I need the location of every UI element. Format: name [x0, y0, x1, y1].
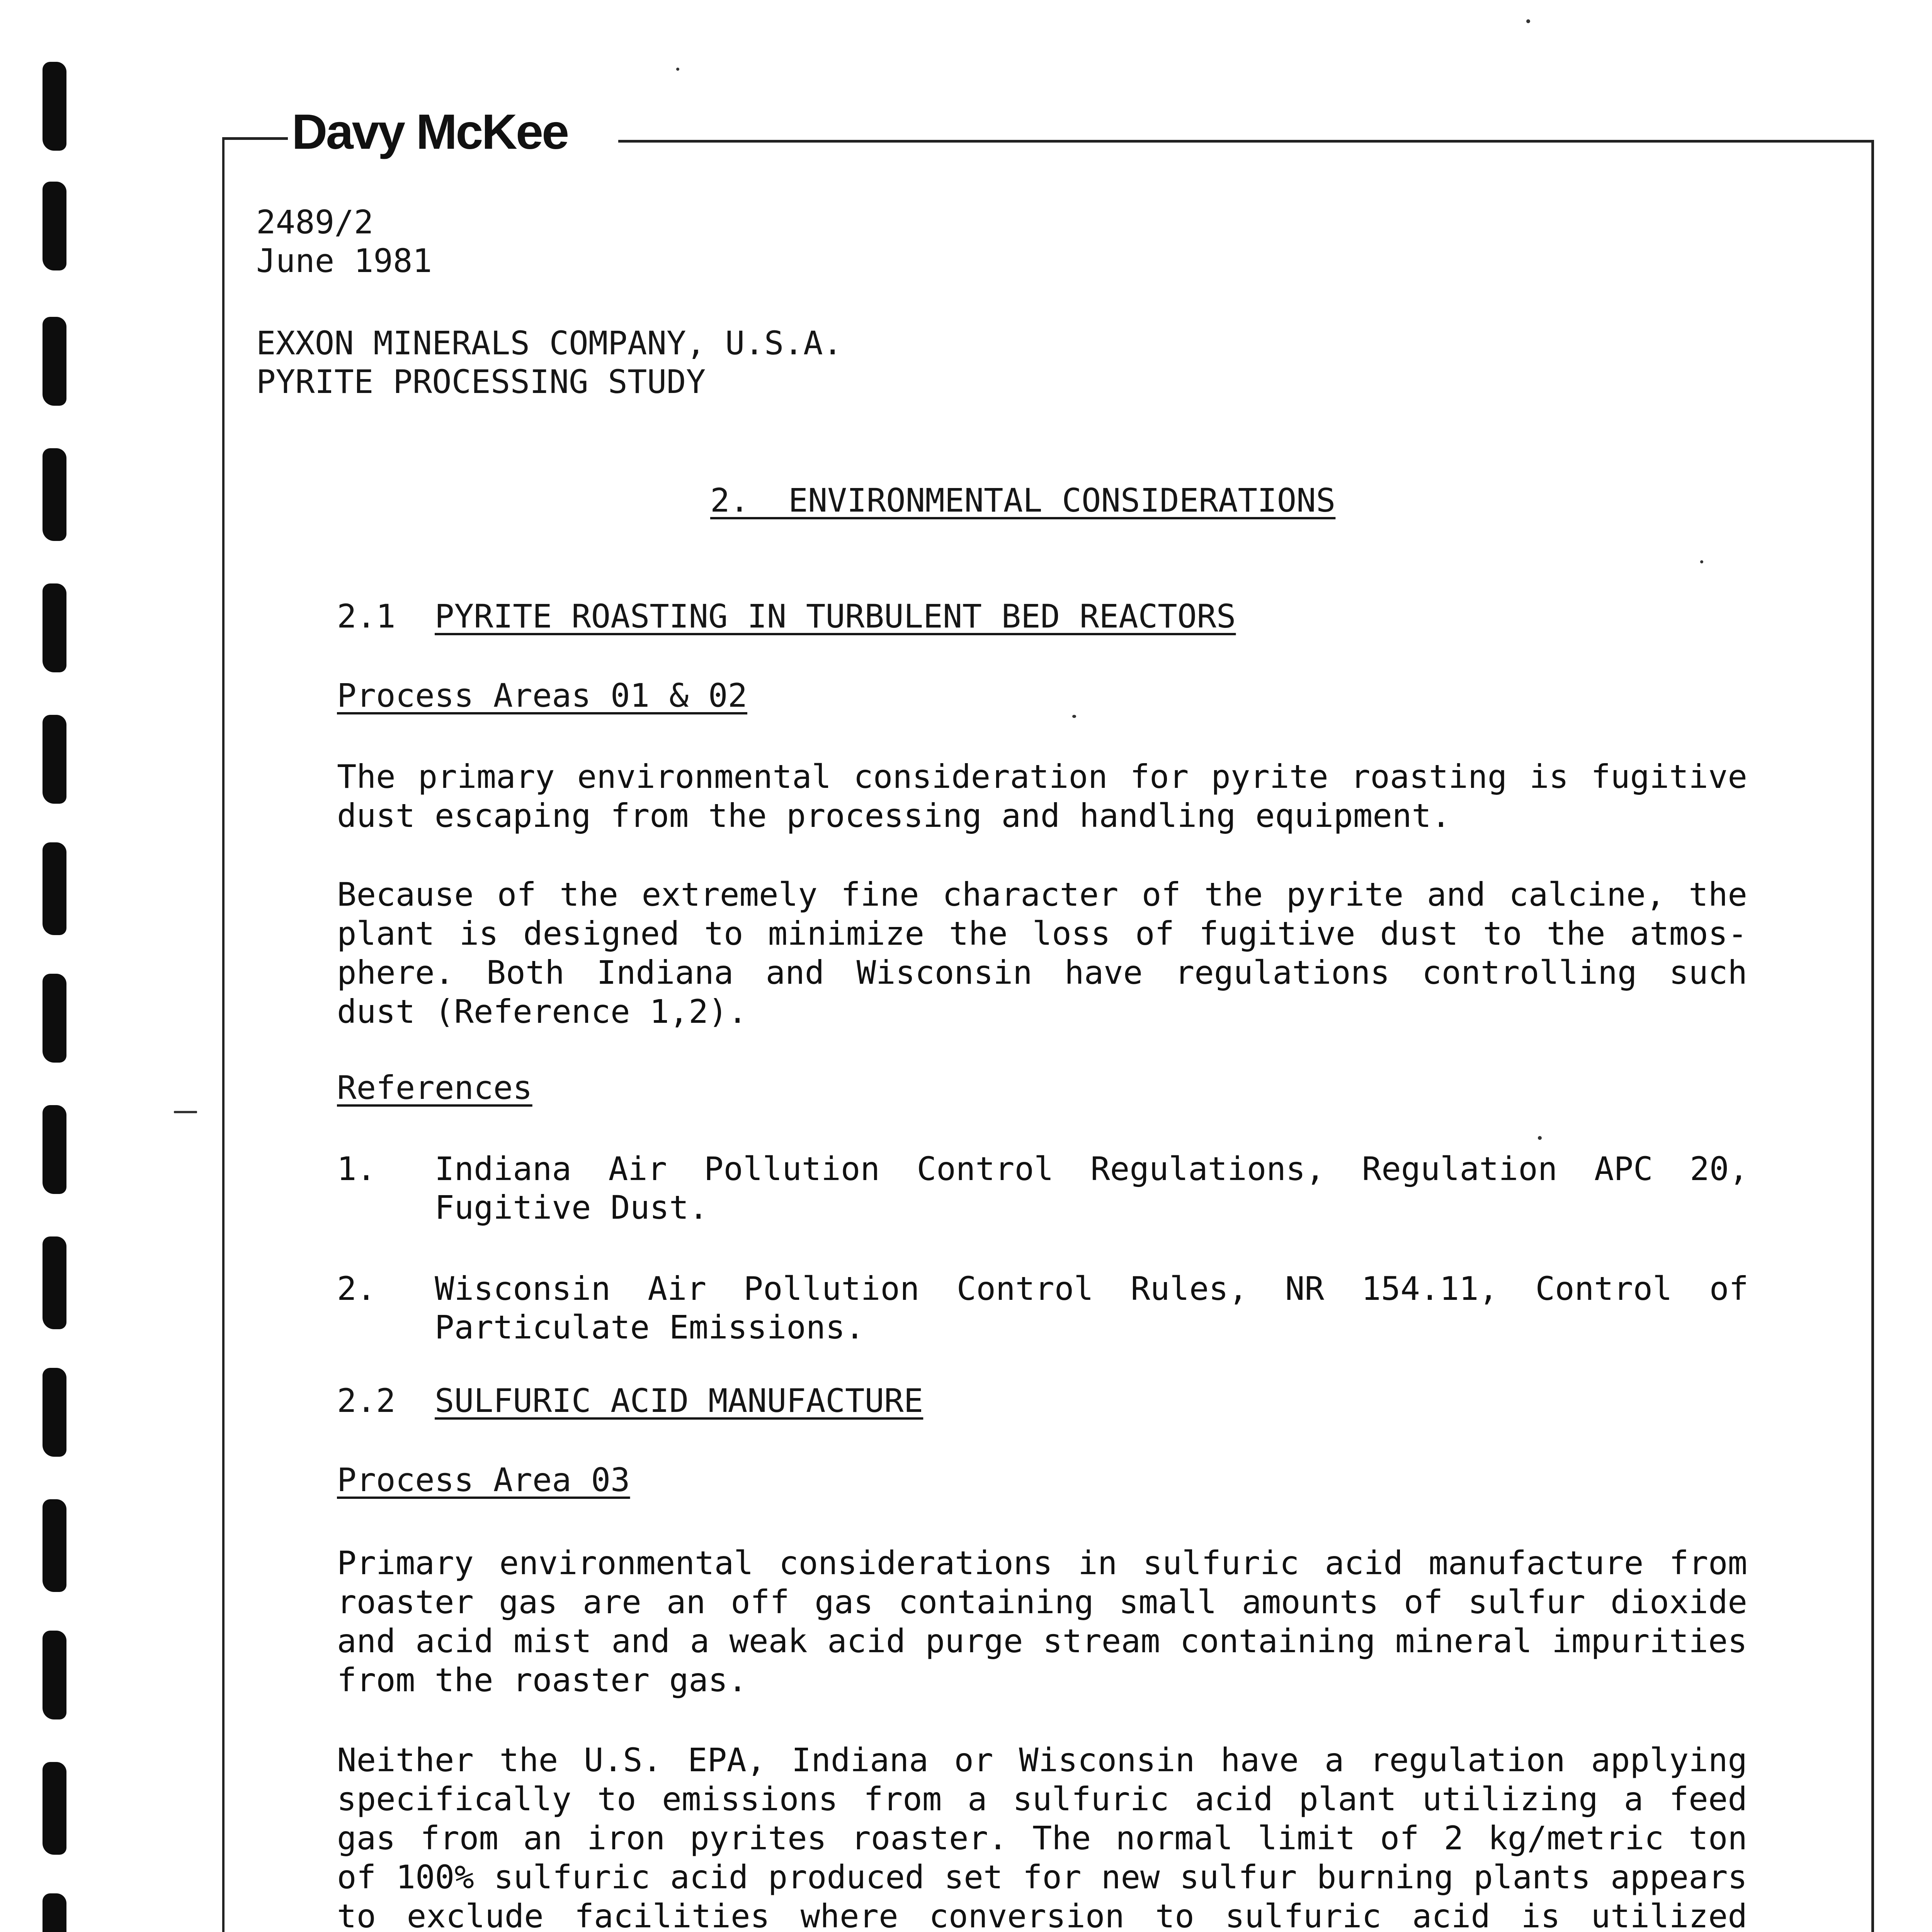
- paragraph-line: from the roaster gas.: [337, 1661, 748, 1699]
- paragraph-line: Neither the U.S. EPA, Indiana or Wisconsin have a regulation applying: [337, 1741, 1747, 1779]
- reference-line: Wisconsin Air Pollution Control Rules, NR 154.11, Control of: [435, 1270, 1748, 1308]
- frame-right: [1871, 140, 1874, 1932]
- subsection-number: 2.2: [337, 1382, 396, 1420]
- binding-hole: [43, 1762, 66, 1855]
- paragraph-line: gas from an iron pyrites roaster. The normal limit of 2 kg/metric ton: [337, 1819, 1747, 1857]
- process-area-heading: Process Area 03: [337, 1461, 630, 1499]
- scan-speck: [1700, 560, 1703, 563]
- binding-hole: [43, 182, 66, 270]
- reference-line: Indiana Air Pollution Control Regulations, Regulation APC 20,: [435, 1150, 1748, 1188]
- binding-hole: [43, 1499, 66, 1592]
- reference-text: [435, 1150, 1748, 1227]
- scan-speck: [1538, 1136, 1542, 1140]
- scan-speck: [1526, 19, 1530, 23]
- client-name: EXXON MINERALS COMPANY, U.S.A.: [256, 324, 843, 362]
- brand-logo: Davy McKee: [292, 104, 568, 160]
- binding-hole: [43, 1631, 66, 1719]
- paragraph-line: Primary environmental considerations in sulfuric acid manufacture from: [337, 1544, 1747, 1582]
- binding-hole: [43, 1105, 66, 1194]
- binding-hole: [43, 1893, 66, 1932]
- reference-text: [435, 1269, 1748, 1347]
- scan-speck: [174, 1111, 197, 1113]
- binding-hole: [43, 974, 66, 1063]
- document-date: June 1981: [256, 242, 432, 280]
- paragraph-line: dust (Reference 1,2).: [337, 993, 748, 1031]
- frame-top-left: [222, 137, 288, 140]
- scan-speck: [676, 68, 679, 71]
- reference-line: Particulate Emissions.: [435, 1308, 865, 1346]
- subsection-number: 2.1: [337, 597, 396, 635]
- scan-speck: [1072, 715, 1076, 718]
- paragraph-line: specifically to emissions from a sulfuric acid plant utilizing a feed: [337, 1780, 1747, 1818]
- paragraph: [337, 1544, 1747, 1700]
- paragraph: [337, 757, 1747, 835]
- frame-top-right: [618, 140, 1874, 143]
- paragraph-line: phere. Both Indiana and Wisconsin have regulations controlling such: [337, 954, 1747, 992]
- paragraph-line: roaster gas are an off gas containing small amounts of sulfur dioxide: [337, 1583, 1747, 1621]
- project-name: PYRITE PROCESSING STUDY: [256, 363, 706, 401]
- paragraph: [337, 875, 1747, 1031]
- binding-hole: [43, 842, 66, 935]
- binding-hole: [43, 715, 66, 804]
- paragraph-line: and acid mist and a weak acid purge stream containing mineral impurities: [337, 1622, 1747, 1660]
- binding-hole: [43, 1368, 66, 1457]
- reference-line: Fugitive Dust.: [435, 1189, 709, 1226]
- paragraph-line: of 100% sulfuric acid produced set for new sulfur burning plants appears: [337, 1858, 1747, 1896]
- document-number: 2489/2: [256, 203, 374, 241]
- reference-number: 2.: [337, 1270, 376, 1308]
- paragraph: [337, 1741, 1747, 1932]
- subsection-title: PYRITE ROASTING IN TURBULENT BED REACTORS: [435, 597, 1236, 635]
- binding-holes: [0, 0, 124, 1932]
- process-area-heading: Process Areas 01 & 02: [337, 677, 748, 714]
- section-title: 2. ENVIRONMENTAL CONSIDERATIONS: [710, 481, 1336, 519]
- paragraph-line: Because of the extremely fine character of the pyrite and calcine, the: [337, 876, 1747, 913]
- paragraph-line: to exclude facilities where conversion to sulfuric acid is utilized: [337, 1897, 1747, 1932]
- binding-hole: [43, 62, 66, 151]
- binding-hole: [43, 1236, 66, 1329]
- subsection-title: SULFURIC ACID MANUFACTURE: [435, 1382, 923, 1420]
- reference-number: 1.: [337, 1150, 376, 1188]
- binding-hole: [43, 583, 66, 672]
- paragraph-line: The primary environmental consideration for pyrite roasting is fugitive: [337, 758, 1747, 796]
- binding-hole: [43, 448, 66, 541]
- frame-left: [222, 137, 224, 1932]
- paragraph-line: dust escaping from the processing and handling equipment.: [337, 797, 1451, 835]
- references-heading: References: [337, 1069, 532, 1107]
- binding-hole: [43, 317, 66, 406]
- paragraph-line: plant is designed to minimize the loss of fugitive dust to the atmos-: [337, 915, 1747, 952]
